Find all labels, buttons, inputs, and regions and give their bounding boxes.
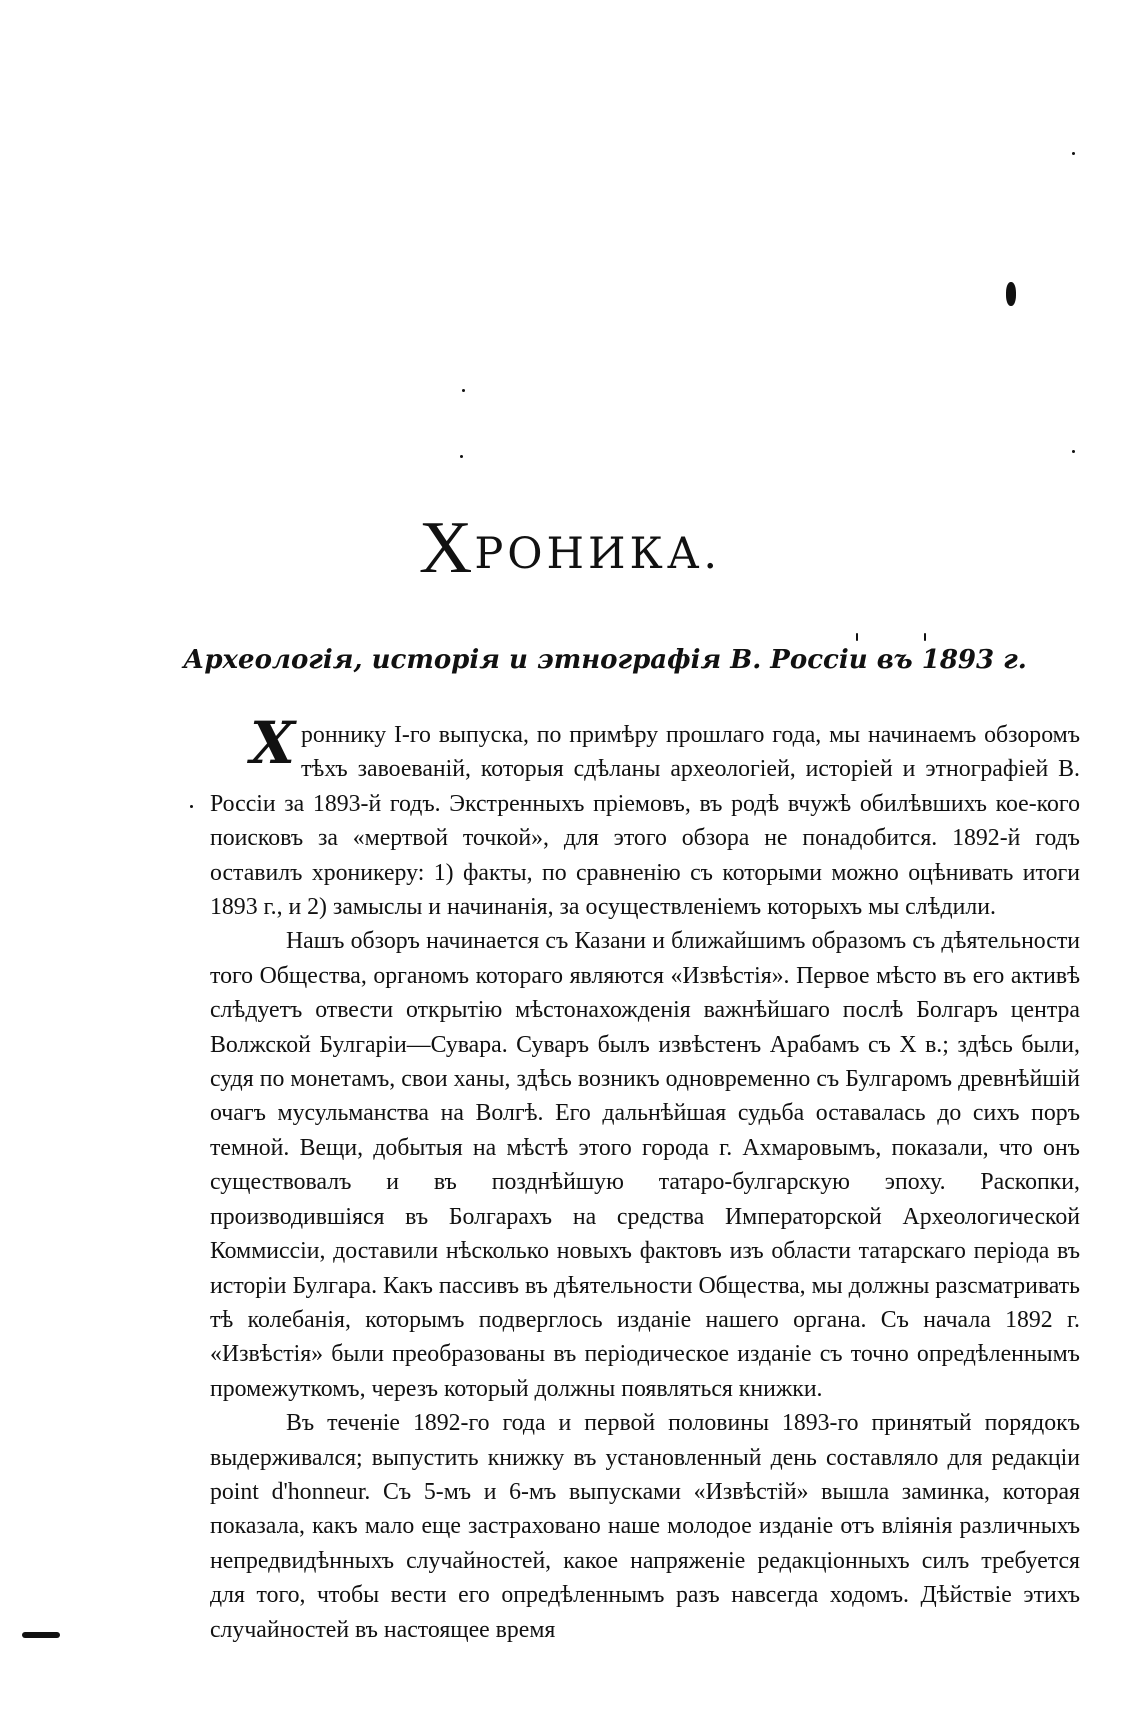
chapter-title (0, 507, 1140, 589)
margin-mark (22, 1632, 60, 1638)
paragraph-text: роннику I-го выпуска, по примѣру прошлаго года, мы начинаемъ обзоромъ тѣхъ завоеваній, которыя сдѣланы археологіей, исторіей и этнографіей В. Россіи за 1893-й годъ. Экстренныхъ пріемовъ, въ родѣ вчужѣ обилѣвшихъ кое-кого поисковъ за «мертвой точкой», для этого обзора не понадобится. 1892-й годъ оставилъ хроникеру: 1) факты, по сравненію съ которыми можно оцѣнивать итоги 1893 г., и 2) замыслы и начинанія, за осуществленіемъ которыхъ мы слѣдили. (210, 722, 1080, 921)
scan-speck (462, 389, 465, 392)
drop-cap: Х (250, 709, 296, 777)
scan-speck (1072, 152, 1075, 155)
paragraph: Въ теченіе 1892-го года и первой половины 1893-го принятый порядокъ выдерживался; выпустить книжку въ установленный день составляло для редакціи point d'honneur. Съ 5-мъ и 6-мъ выпусками «Извѣстій» вышла заминка, которая показала, какъ мало еще застраховано наше молодое изданіе отъ вліянія различныхъ непредвидѣнныхъ случайностей, какое напряженіе редакціонныхъ силъ требуется для того, чтобы вести его опредѣленнымъ разъ навсегда ходомъ. Дѣйствіе этихъ случайностей въ настоящее время (210, 1410, 1080, 1643)
title-rest: РОНИКА. (474, 529, 722, 579)
scan-speck (460, 455, 463, 458)
article-body (210, 709, 1080, 1647)
ink-blot (1006, 282, 1016, 306)
scan-speck (190, 805, 193, 808)
paragraph: Нашъ обзоръ начинается съ Казани и ближайшимъ образомъ съ дѣятельности того Общества, органомъ котораго являются «Извѣстія». Первое мѣсто въ его активѣ слѣдуетъ отвести открытію мѣстонахожденія важнѣйшаго послѣ Болгаръ центра Волжской Булгаріи—Сувара. Суваръ былъ извѣстенъ Арабамъ съ X в.; здѣсь были, судя по монетамъ, свои ханы, здѣсь возникъ одновременно съ Булгаромъ древнѣйшій очагъ мусульманства на Волгѣ. Его дальнѣйшая судьба оставалась до сихъ поръ темной. Вещи, добытыя на мѣстѣ этого города г. Ахмаровымъ, показали, что онъ существовалъ и въ позднѣйшую татаро-булгарскую эпоху. Раскопки, производившіяся въ Болгарахъ на средства Императорской Археологической Коммиссіи, доставили нѣсколько новыхъ фактовъ изъ области татарскаго періода въ исторіи Булгара. Какъ пассивъ въ дѣятельности Общества, мы должны разсматривать тѣ колебанія, которымъ подверглось изданіе нашего органа. Съ начала 1892 г. «Извѣстія» были преобразованы въ періодическое изданіе съ точно опредѣленнымъ промежуткомъ, черезъ который должны появляться книжки. (210, 928, 1080, 1402)
title-initial: Х (418, 507, 475, 589)
scan-speck (1072, 450, 1075, 453)
chapter-subtitle: Археологія, исторія и этнографія В. Россіи въ 1893 г. (183, 645, 1027, 675)
paragraph (210, 709, 1080, 924)
